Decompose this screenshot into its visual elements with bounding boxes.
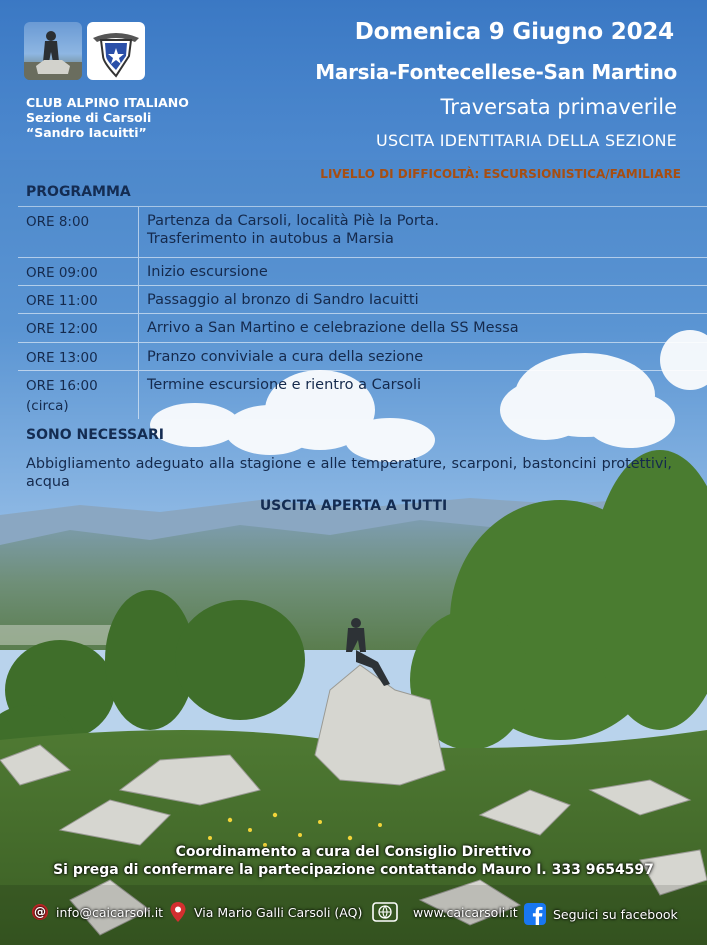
statue-photo-logo bbox=[24, 22, 82, 80]
necessary-text: Abbigliamento adeguato alla stagione e alle temperature, scarponi, bastoncini protettivi, acqua bbox=[26, 456, 672, 490]
club-info bbox=[26, 95, 216, 140]
club-name: CLUB ALPINO ITALIANO bbox=[26, 95, 189, 110]
email-icon bbox=[30, 902, 50, 922]
coordination-note bbox=[0, 843, 707, 879]
time-cell: ORE 09:00 bbox=[18, 258, 139, 285]
section-label: Sezione di Carsoli bbox=[26, 110, 152, 125]
time-cell: ORE 13:00 bbox=[18, 343, 139, 370]
difficulty-level: LIVELLO DI DIFFICOLTÀ: ESCURSIONISTICA/FAMILIARE bbox=[320, 167, 681, 181]
event-type: USCITA IDENTITARIA DELLA SEZIONE bbox=[376, 131, 677, 150]
event-date: Domenica 9 Giugno 2024 bbox=[354, 19, 674, 45]
activity-cell: Arrivo a San Martino e celebrazione della SS Messa bbox=[147, 320, 519, 336]
open-to-all: USCITA APERTA A TUTTI bbox=[259, 498, 448, 514]
table-row bbox=[18, 343, 707, 371]
table-row bbox=[18, 207, 707, 258]
website-link[interactable] bbox=[371, 902, 518, 922]
activity-cell: Pranzo conviviale a cura della sezione bbox=[147, 349, 424, 365]
activity-cell: Termine escursione e rientro a Carsoli bbox=[147, 377, 422, 393]
necessary-title: SONO NECESSARI bbox=[26, 427, 164, 443]
event-route: Marsia-Fontecellese-San Martino bbox=[315, 60, 677, 84]
svg-text:@: @ bbox=[34, 905, 46, 919]
address-text: Via Mario Galli Carsoli (AQ) bbox=[194, 904, 363, 920]
table-row bbox=[18, 258, 707, 286]
cai-logo bbox=[87, 22, 145, 80]
time-cell: ORE 8:00 bbox=[18, 207, 139, 257]
activity-cell: Inizio escursione bbox=[147, 264, 268, 280]
location-pin-icon bbox=[168, 902, 188, 922]
address-link[interactable] bbox=[168, 902, 362, 922]
website-text: www.caicarsoli.it bbox=[413, 904, 518, 920]
table-row bbox=[18, 371, 707, 419]
email-text: info@caicarsoli.it bbox=[56, 904, 164, 920]
event-subtitle: Traversata primaverile bbox=[440, 95, 677, 119]
facebook-icon bbox=[523, 902, 547, 926]
activity-cell: Passaggio al bronzo di Sandro Iacuitti bbox=[147, 292, 419, 308]
facebook-link[interactable] bbox=[523, 902, 678, 926]
table-row bbox=[18, 286, 707, 314]
coordination-line2: Si prega di confermare la partecipazione contattando Mauro I. 333 9654597 bbox=[53, 862, 654, 878]
program-table bbox=[18, 206, 707, 419]
table-row bbox=[18, 314, 707, 343]
time-cell: ORE 16:00 (circa) bbox=[18, 371, 139, 419]
facebook-text: Seguici su facebook bbox=[553, 906, 678, 922]
footer bbox=[0, 892, 707, 930]
globe-icon bbox=[371, 902, 399, 922]
section-name: “Sandro Iacuitti” bbox=[26, 125, 147, 140]
time-cell: ORE 11:00 bbox=[18, 286, 139, 313]
program-title: PROGRAMMA bbox=[26, 184, 131, 200]
activity-cell: Partenza da Carsoli, località Piè la Porta. Trasferimento in autobus a Marsia bbox=[147, 213, 439, 247]
email-link[interactable] bbox=[30, 902, 163, 922]
coordination-line1: Coordinamento a cura del Consiglio Direttivo bbox=[175, 844, 532, 860]
time-cell: ORE 12:00 bbox=[18, 314, 139, 342]
